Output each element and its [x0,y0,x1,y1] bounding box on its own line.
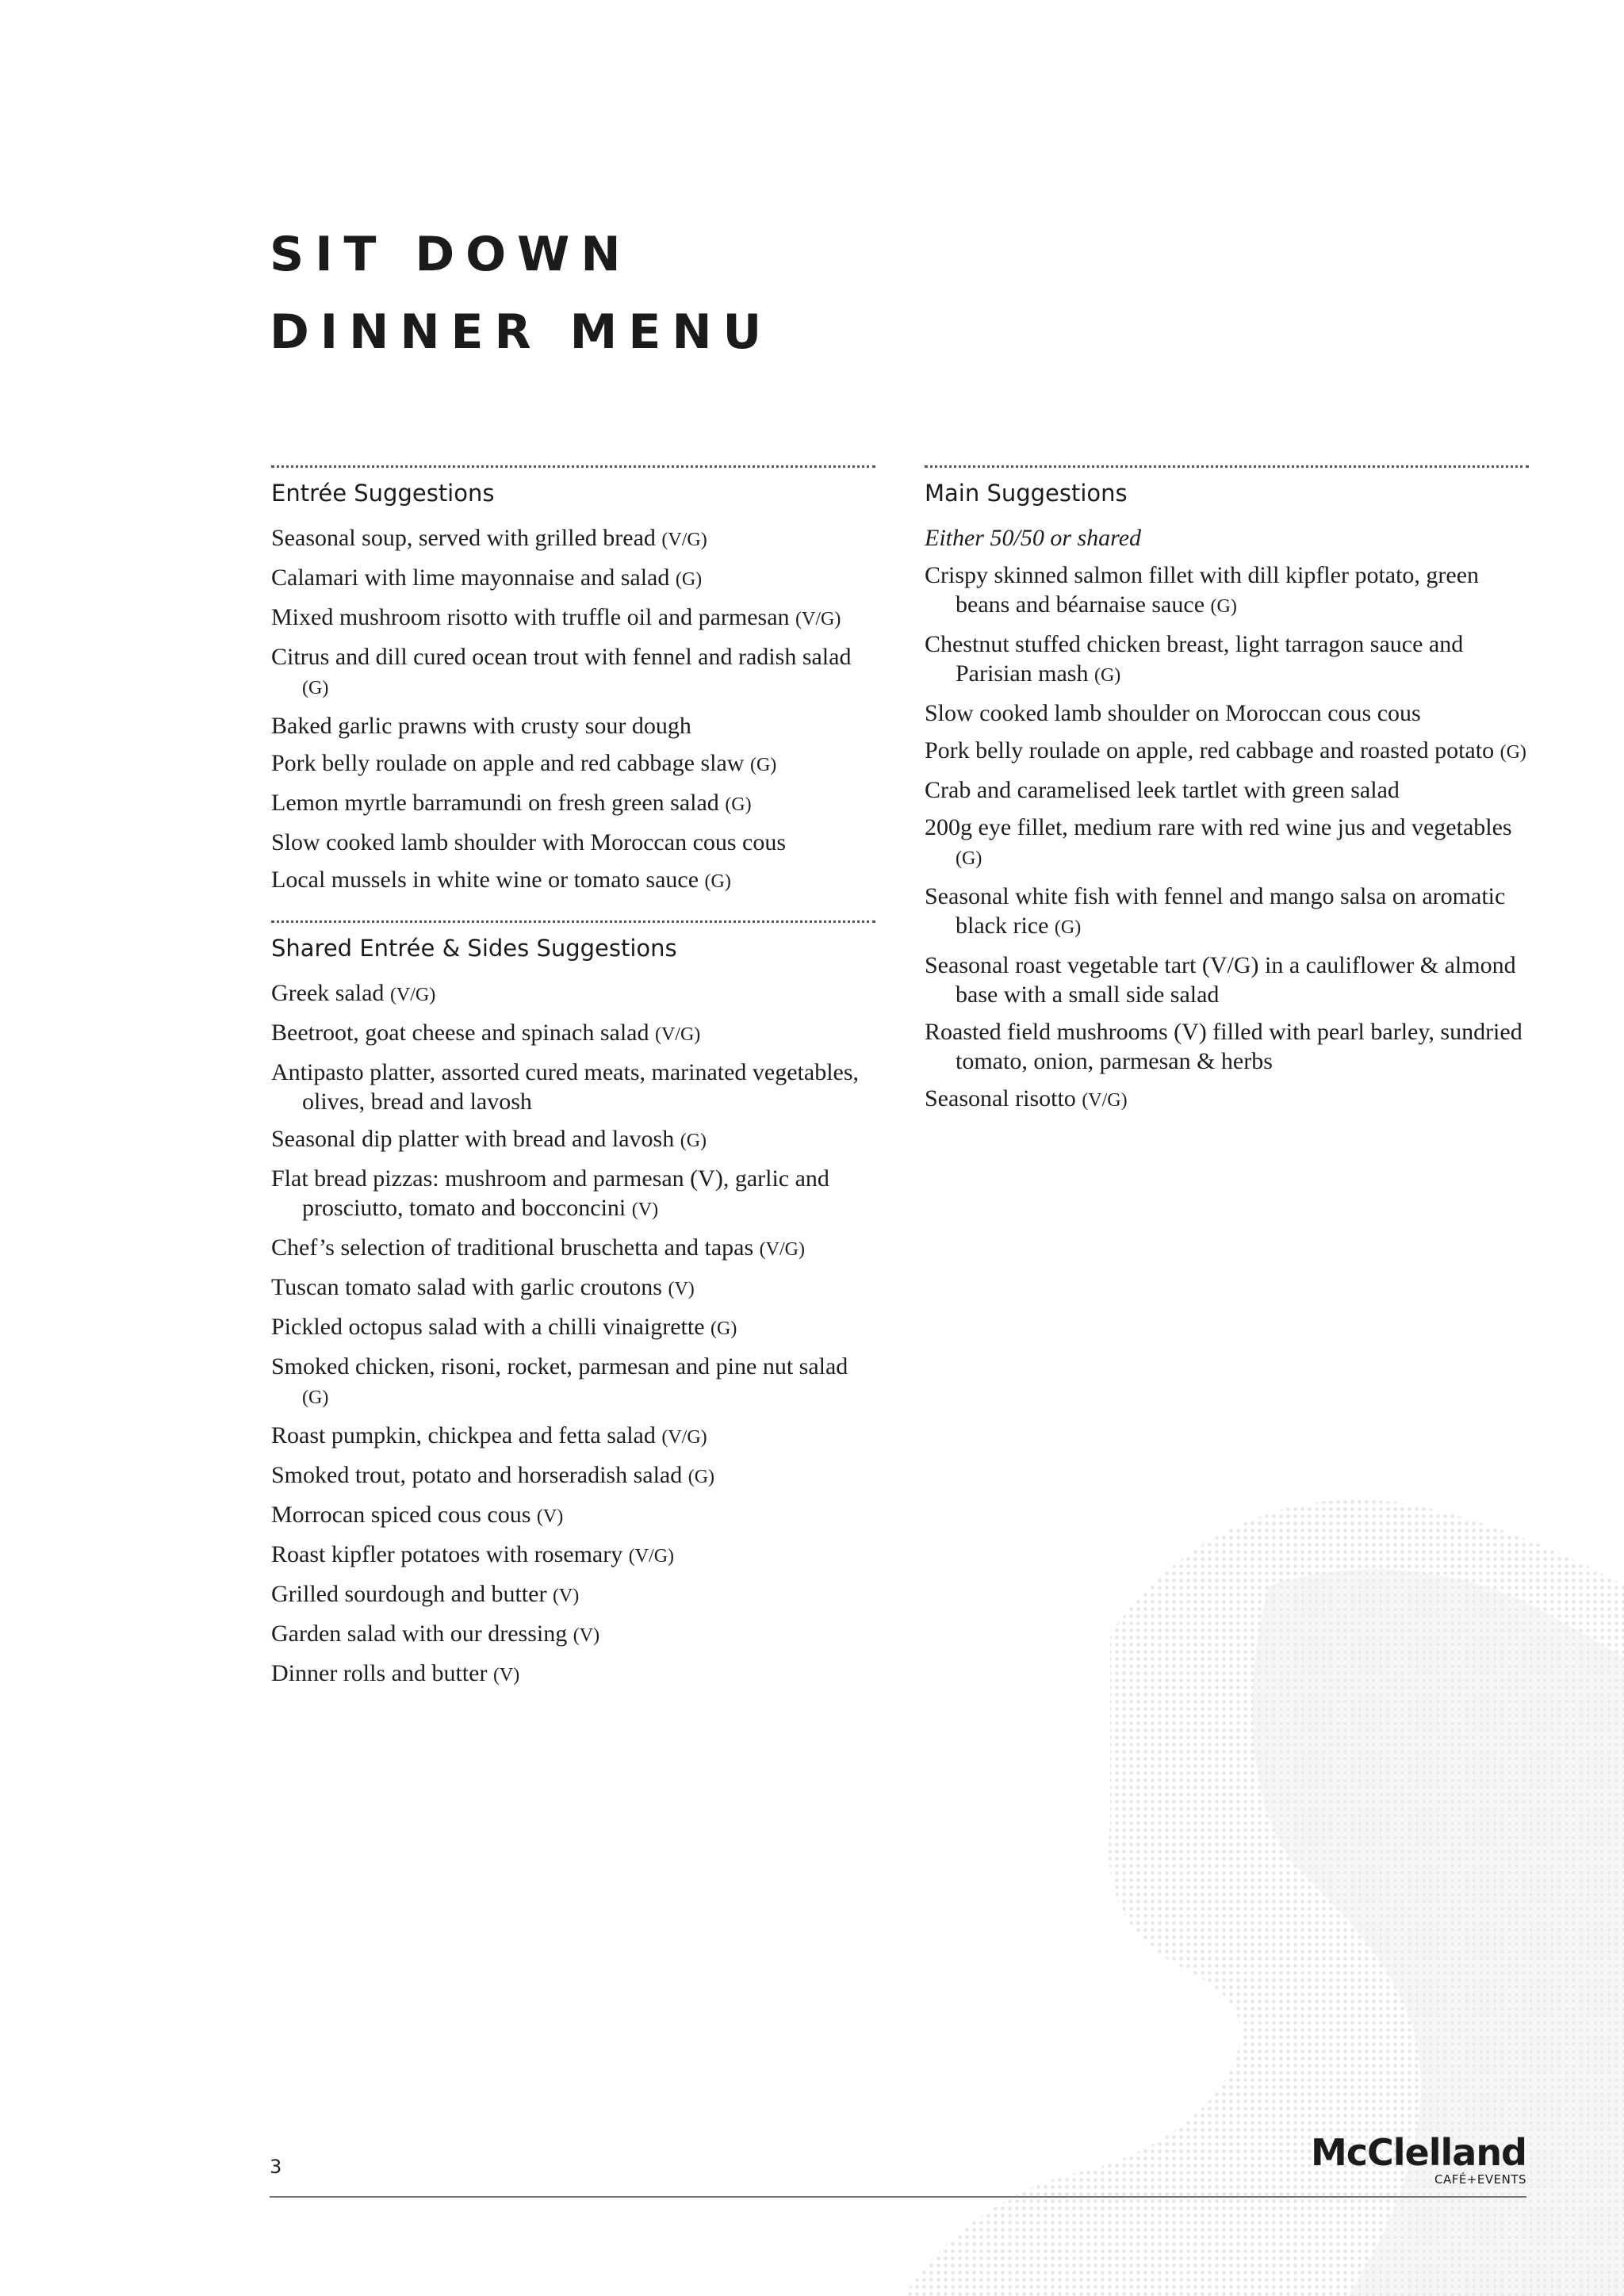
menu-item [271,1619,875,1651]
menu-item [271,788,875,820]
menu-item [271,748,875,780]
footer-divider [270,2196,1526,2198]
page-number: 3 [270,2156,282,2178]
menu-item-text: Seasonal white fish with fennel and mango salsa on aromatic black rice [925,883,1506,939]
menu-item [925,882,1529,943]
menu-item-text: Pork belly roulade on apple, red cabbage and roasted potato [925,737,1495,763]
menu-item-text: Tuscan tomato salad with garlic croutons [271,1274,662,1300]
menu-item-text: Dinner rolls and butter [271,1660,488,1686]
dietary-tag: (G) [956,848,982,869]
menu-item [271,1659,875,1690]
menu-item-text: Slow cooked lamb shoulder on Moroccan cous cous [925,700,1421,726]
menu-item [271,1500,875,1532]
menu-item [925,698,1529,728]
dietary-tag: (V) [668,1279,695,1299]
left-column [271,465,875,1698]
menu-item-text: Calamari with lime mayonnaise and salad [271,564,670,591]
dietary-tag: (G) [688,1467,715,1487]
menu-item [925,1017,1529,1076]
dietary-tag: (G) [1054,917,1082,938]
menu-item [271,523,875,555]
menu-item [925,561,1529,622]
dietary-tag: (G) [1500,742,1526,763]
menu-item [271,1421,875,1452]
menu-item-text: Citrus and dill cured ocean trout with fennel and radish salad [271,644,852,670]
menu-item-text: Baked garlic prawns with crusty sour dough [271,713,691,739]
menu-item [271,1233,875,1265]
dietary-tag: (G) [675,569,703,590]
entree-heading: Entrée Suggestions [271,465,875,507]
menu-item-text: Greek salad [271,980,385,1006]
dietary-tag: (V) [631,1200,659,1220]
title-line-1: SIT DOWN [270,227,632,282]
dietary-tag: (G) [302,678,329,698]
menu-item [271,865,875,897]
menu-item [271,642,875,703]
dietary-tag: (V) [552,1586,580,1606]
shared-heading: Shared Entrée & Sides Suggestions [271,920,875,962]
menu-item-text: Beetroot, goat cheese and spinach salad [271,1020,649,1046]
dietary-tag: (V/G) [661,530,707,550]
menu-item-text: Seasonal soup, served with grilled bread [271,525,656,551]
menu-item [271,1352,875,1413]
dietary-tag: (G) [1210,596,1237,617]
main-heading: Main Suggestions [925,465,1529,507]
menu-item-text: Crab and caramelised leek tartlet with green salad [925,777,1400,803]
menu-item [271,1058,875,1116]
menu-item [925,775,1529,805]
dietary-tag: (V) [536,1506,564,1527]
menu-item [271,828,875,857]
menu-item [271,711,875,740]
menu-item-text: Chestnut stuffed chicken breast, light tarragon sauce and Parisian mash [925,631,1464,687]
title-line-2: DINNER MENU [270,304,773,360]
entree-section [271,465,875,897]
dietary-tag: (G) [749,755,777,775]
shared-list [271,978,875,1690]
dietary-tag: (G) [680,1131,707,1151]
menu-item-text: Chef’s selection of traditional bruschetta and tapas [271,1234,754,1261]
menu-item-text: Roast pumpkin, chickpea and fetta salad [271,1422,656,1448]
menu-item [271,1124,875,1156]
menu-item-text: Seasonal risotto [925,1085,1076,1112]
menu-item-text: Flat bread pizzas: mushroom and parmesan (V), garlic and prosciutto, tomato and bocconcini [271,1165,829,1221]
menu-item-text: Slow cooked lamb shoulder with Moroccan cous cous [271,829,787,855]
menu-item-text: Smoked trout, potato and horseradish salad [271,1462,683,1488]
menu-item-text: Smoked chicken, risoni, rocket, parmesan and pine nut salad [271,1353,848,1380]
dietary-tag: (V/G) [654,1024,701,1045]
menu-item [271,978,875,1010]
dietary-tag: (V/G) [759,1239,805,1260]
menu-item [271,1272,875,1304]
dietary-tag: (V/G) [661,1427,707,1448]
shared-section [271,920,875,1690]
menu-item-text: Pickled octopus salad with a chilli vinaigrette [271,1314,705,1340]
main-list [925,523,1529,1115]
menu-item [925,629,1529,691]
dietary-tag: (G) [710,1318,737,1339]
dietary-tag: (V/G) [1082,1090,1128,1111]
menu-item [925,813,1529,874]
logo-subtitle: CAFÉ+EVENTS [1434,2172,1526,2187]
menu-item-text: Morrocan spiced cous cous [271,1502,531,1528]
menu-item-text: Seasonal roast vegetable tart (V/G) in a cauliflower & almond base with a small side salad [925,952,1516,1008]
menu-item-text: Roasted field mushrooms (V) filled with pearl barley, sundried tomato, onion, parmesan & herbs [925,1019,1522,1074]
dietary-tag: (G) [1094,665,1121,686]
menu-item-text: Roast kipfler potatoes with rosemary [271,1541,623,1567]
dietary-tag: (G) [302,1387,329,1408]
menu-item [271,1164,875,1225]
dietary-tag: (G) [704,871,731,892]
menu-item [925,951,1529,1009]
menu-item [271,1540,875,1571]
menu-item-text: Seasonal dip platter with bread and lavosh [271,1126,675,1152]
menu-item [271,1018,875,1050]
dietary-tag: (V/G) [389,985,436,1005]
logo-wordmark: McClelland [1310,2131,1526,2174]
menu-item [925,1084,1529,1115]
dietary-tag: (G) [725,794,752,815]
dietary-tag: (V) [573,1625,600,1646]
menu-item [271,603,875,634]
dietary-tag: (V/G) [628,1546,675,1567]
menu-item-text: Garden salad with our dressing [271,1621,568,1647]
mcclelland-logo [1311,2132,1526,2186]
menu-item-text: Antipasto platter, assorted cured meats, marinated vegetables, olives, bread and lavosh [271,1059,860,1115]
dietary-tag: (V) [492,1665,520,1686]
menu-item-text: 200g eye fillet, medium rare with red wine jus and vegetables [925,814,1512,840]
menu-item-text: Local mussels in white wine or tomato sauce [271,867,699,893]
main-section [925,465,1529,1115]
menu-item [271,563,875,595]
dietary-tag: (V/G) [795,609,841,629]
main-note: Either 50/50 or shared [925,525,1142,551]
menu-item [925,736,1529,767]
page-title [270,216,772,371]
menu-item [271,1579,875,1611]
menu-item-text: Crispy skinned salmon fillet with dill kipfler potato, green beans and béarnaise sauce [925,562,1480,618]
menu-item-text: Pork belly roulade on apple and red cabbage slaw [271,750,745,776]
menu-item-text: Lemon myrtle barramundi on fresh green salad [271,790,719,816]
right-column [925,465,1529,1123]
menu-item-text: Mixed mushroom risotto with truffle oil and parmesan [271,604,790,630]
menu-item [271,1312,875,1344]
menu-item-text: Grilled sourdough and butter [271,1581,547,1607]
menu-item [271,1460,875,1492]
entree-list [271,523,875,897]
